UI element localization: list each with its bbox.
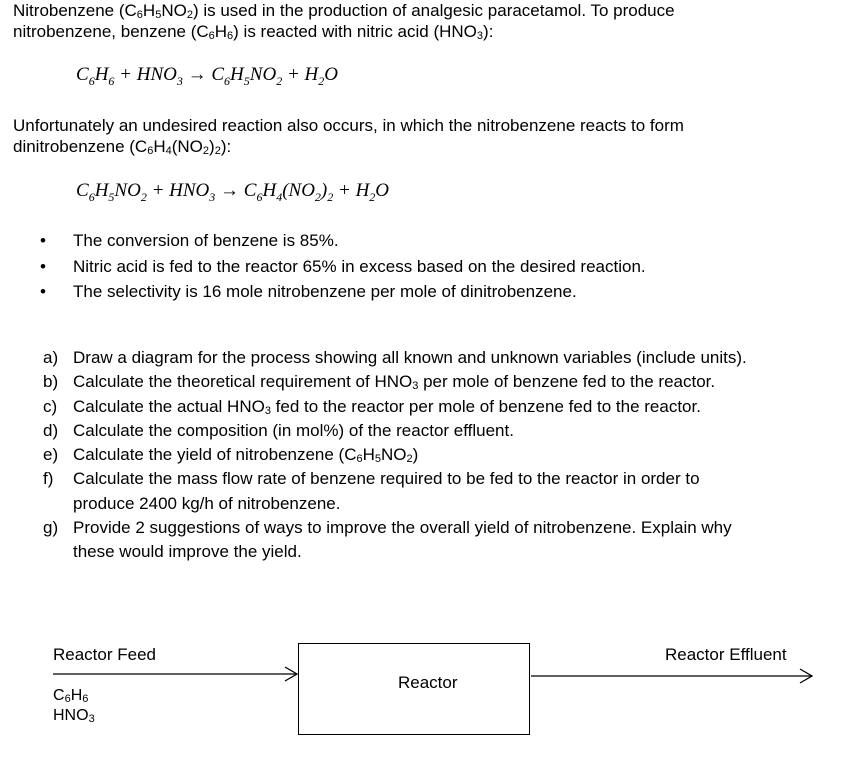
bullet-marker: • (40, 257, 46, 276)
side-reaction-line-2: dinitrobenzene $(C_6H_4(NO_2)_2)$: (13, 137, 232, 157)
reactor-effluent-label: Reactor Effluent (665, 645, 787, 664)
question-d-label: d) (43, 421, 59, 440)
equation-side-reaction: $C_6H_5NO_2 + HNO_3 \to C_6H_4(NO_2)_2 + H_2O$ (76, 180, 390, 204)
feed-component-benzene: $C_6H_6$ (53, 687, 89, 705)
question-e-label: e) (43, 445, 59, 464)
question-g-line-1: Provide 2 suggestions of ways to improve the overall yield of nitrobenzene. Explain why (73, 518, 732, 537)
question-a-text: Draw a diagram for the process showing all known and unknown variables (include units). (73, 348, 747, 367)
question-f-line-2: produce 2400 kg/h of nitrobenzene. (73, 494, 341, 513)
question-e-text: Calculate the yield of nitrobenzene $(C_6H_5NO_2)$ (73, 445, 419, 465)
question-f-line-1: Calculate the mass flow rate of benzene required to be fed to the reactor in order to (73, 469, 700, 488)
bullet-marker: • (40, 231, 46, 250)
feed-component-nitric-acid: $HNO_3$ (53, 707, 95, 725)
question-c-label: c) (43, 397, 58, 416)
bullet-marker: • (40, 282, 46, 301)
question-g-label: g) (43, 518, 59, 537)
question-g-line-2: these would improve the yield. (73, 542, 302, 561)
reactor-label: Reactor (398, 673, 458, 692)
bullet-excess: Nitric acid is fed to the reactor 65% in excess based on the desired reaction. (73, 257, 646, 276)
effluent-arrow (531, 669, 812, 683)
reactor-feed-label: Reactor Feed (53, 645, 156, 664)
question-c-text: Calculate the actual $HNO_3$ fed to the reactor per mole of benzene fed to the reactor. (73, 397, 701, 417)
question-f-label: f) (43, 469, 54, 488)
intro-line-1: Nitrobenzene $(C_6H_5NO_2)$ is used in the production of analgesic paracetamol. To produce (13, 1, 675, 21)
question-b-text: Calculate the theoretical requirement of $HNO_3$ per mole of benzene fed to the reactor. (73, 372, 716, 392)
bullet-selectivity: The selectivity is 16 mole nitrobenzene per mole of dinitrobenzene. (73, 282, 577, 301)
side-reaction-line-1: Unfortunately an undesired reaction also occurs, in which the nitrobenzene reacts to form (13, 116, 684, 135)
feed-arrow (53, 667, 297, 681)
intro-line-2: nitrobenzene, benzene $(C_6H_6)$ is reacted with nitric acid $(HNO_3)$: (13, 22, 494, 42)
question-b-label: b) (43, 372, 59, 391)
equation-main-reaction: $C_6H_6 + HNO_3 \to C_6H_5NO_2 + H_2O$ (76, 64, 338, 88)
bullet-conversion: The conversion of benzene is 85%. (73, 231, 339, 250)
question-a-label: a) (43, 348, 59, 367)
question-d-text: Calculate the composition (in mol%) of the reactor effluent. (73, 421, 514, 440)
